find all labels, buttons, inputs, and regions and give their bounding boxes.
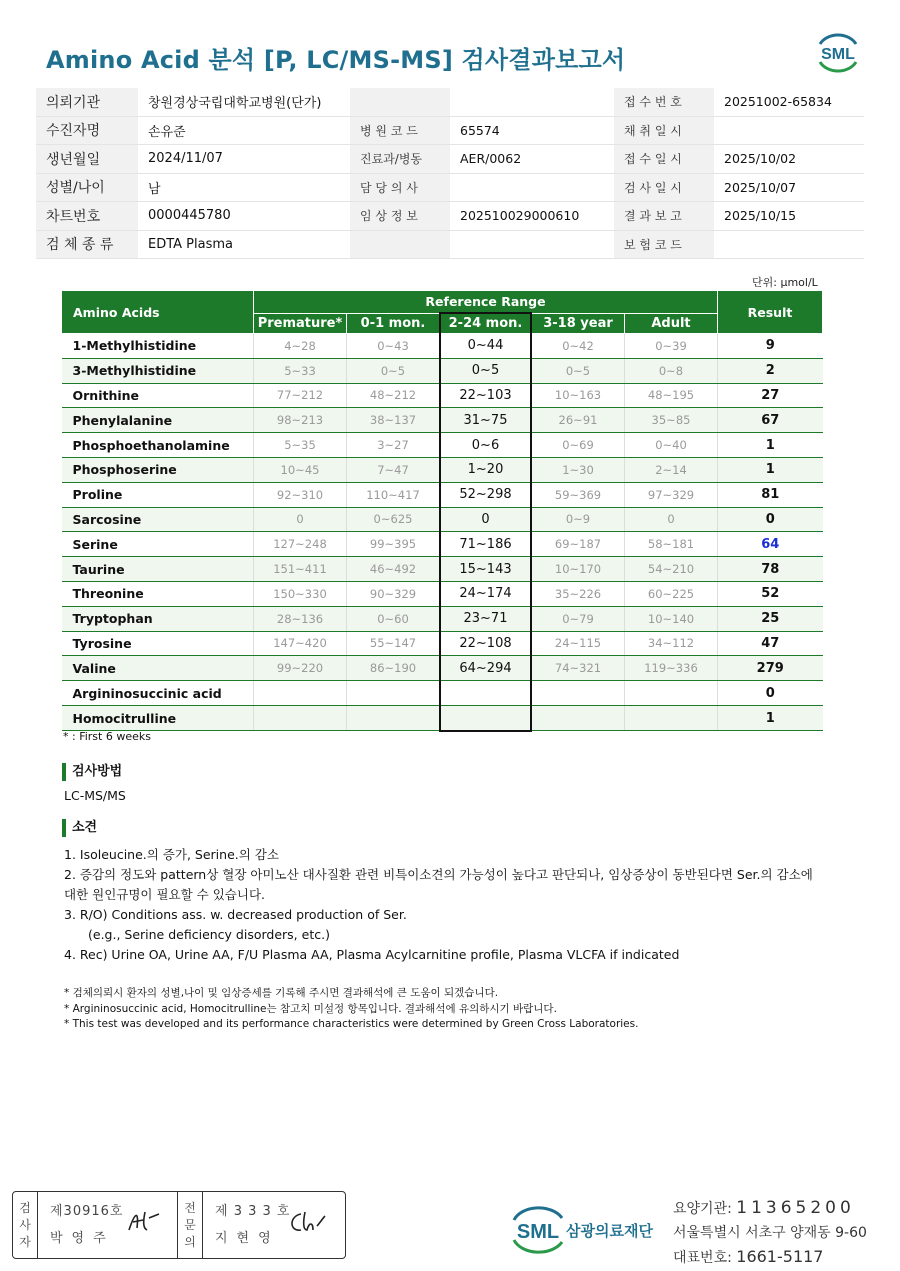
ref-col-header: Premature* [254,313,347,334]
col-header-amino-acids: Amino Acids [62,291,254,334]
result-value: 0 [718,681,823,706]
reference-range-cell [440,681,531,706]
reference-range-cell: 1~20 [440,457,531,482]
ref-col-header: 3-18 year [531,313,625,334]
reference-range-cell: 0~39 [625,334,718,359]
amino-acid-name: Homocitrulline [62,705,254,730]
specialist-cell [203,1192,343,1258]
info-row [36,173,864,202]
amino-acid-name: Phosphoethanolamine [62,433,254,458]
info-value [450,173,614,202]
reference-range-cell: 28~136 [254,606,347,631]
reference-range-cell: 151~411 [254,557,347,582]
findings-heading: 소견 [62,819,97,837]
finding-line: 4. Rec) Urine OA, Urine AA, F/U Plasma AA, Plasma Acylcarnitine profile, Plasma VLCFA if indicated [64,947,680,962]
amino-acid-name: Threonine [62,581,254,606]
result-value: 27 [718,383,823,408]
specialist-name: 지현영 [215,1231,280,1246]
institution-code: 11365200 [736,1198,855,1218]
reference-range-cell: 23~71 [440,606,531,631]
reference-range-cell: 147~420 [254,631,347,656]
signature-box [12,1191,346,1259]
reference-range-cell: 5~35 [254,433,347,458]
reference-range-cell: 1~30 [531,457,625,482]
reference-range-cell: 34~112 [625,631,718,656]
phone-label: 대표번호: [673,1250,737,1266]
info-value: 2025/10/15 [714,202,864,231]
reference-range-cell: 52~298 [440,482,531,507]
reference-range-cell: 10~140 [625,606,718,631]
reference-range-cell: 97~329 [625,482,718,507]
info-value: EDTA Plasma [138,230,350,259]
info-value: 0000445780 [138,202,350,231]
ref-col-header: 0-1 mon. [347,313,441,334]
specialist-label: 전 문 의 [178,1192,203,1258]
reference-range-cell: 38~137 [347,408,441,433]
amino-acid-name: Sarcosine [62,507,254,532]
finding-line: 3. R/O) Conditions ass. w. decreased production of Ser. [64,907,407,922]
info-label: 담 당 의 사 [350,173,450,202]
reference-range-cell: 15~143 [440,557,531,582]
reference-range-cell: 69~187 [531,532,625,557]
reference-range-cell: 35~226 [531,581,625,606]
result-value: 25 [718,606,823,631]
reference-range-cell: 10~170 [531,557,625,582]
result-value: 67 [718,408,823,433]
info-value: AER/0062 [450,145,614,174]
info-value: 2025/10/02 [714,145,864,174]
phone-number: 1661-5117 [736,1247,824,1266]
info-value: 202510029000610 [450,202,614,231]
table-row [62,606,823,631]
table-row [62,681,823,706]
tester-license: 제30916호 [50,1204,124,1219]
table-row [62,656,823,681]
reference-range-cell: 10~163 [531,383,625,408]
table-row [62,433,823,458]
info-label: 진료과/병동 [350,145,450,174]
reference-range-cell: 0~8 [625,358,718,383]
amino-acid-name: Valine [62,656,254,681]
reference-range-cell: 10~45 [254,457,347,482]
table-row [62,358,823,383]
info-value [450,88,614,116]
reference-range-cell: 24~174 [440,581,531,606]
amino-acid-name: Ornithine [62,383,254,408]
info-value: 손유준 [138,116,350,145]
reference-range-cell: 0~79 [531,606,625,631]
info-value [714,116,864,145]
reference-range-cell [531,705,625,730]
reference-range-cell [347,705,441,730]
reference-range-cell [625,681,718,706]
reference-range-cell: 0 [440,507,531,532]
method-text: LC-MS/MS [64,788,126,803]
tester-name: 박영주 [50,1231,115,1246]
table-row [62,507,823,532]
reference-range-cell: 35~85 [625,408,718,433]
reference-range-cell [625,705,718,730]
amino-acid-name: Taurine [62,557,254,582]
reference-range-cell: 127~248 [254,532,347,557]
reference-range-cell: 150~330 [254,581,347,606]
reference-range-cell: 0~43 [347,334,441,359]
info-row [36,202,864,231]
unit-label: 단위: μmol/L [752,276,818,289]
info-label: 병 원 코 드 [350,116,450,145]
amino-acid-name: Phenylalanine [62,408,254,433]
findings-list [64,845,824,965]
info-label: 검 체 종 류 [36,230,138,259]
table-row [62,408,823,433]
amino-acid-name: 3-Methylhistidine [62,358,254,383]
reference-range-cell: 0~5 [347,358,441,383]
info-value [450,230,614,259]
foundation-info [673,1196,867,1270]
info-value: 2024/11/07 [138,145,350,174]
reference-range-cell: 0 [625,507,718,532]
reference-range-cell: 26~91 [531,408,625,433]
amino-acid-name: Tryptophan [62,606,254,631]
finding-line: (e.g., Serine deficiency disorders, etc.) [88,927,330,942]
reference-range-cell: 0~5 [531,358,625,383]
info-label: 검 사 일 시 [614,173,714,202]
amino-acid-name: Serine [62,532,254,557]
note-line: * This test was developed and its performance characteristics were determined by Green Cross Laboratories. [64,1018,639,1030]
reference-range-cell: 59~369 [531,482,625,507]
reference-range-cell: 58~181 [625,532,718,557]
ref-col-header: 2-24 mon. [440,313,531,334]
specialist-signature-icon [287,1208,327,1236]
amino-acid-name: Proline [62,482,254,507]
reference-range-cell: 46~492 [347,557,441,582]
note-line: * Argininosuccinic acid, Homocitrulline는 참고치 미설정 항목입니다. 결과해석에 유의하시기 바랍니다. [64,1002,557,1015]
logo-text: SML [821,46,855,63]
reference-range-cell: 0~9 [531,507,625,532]
info-value: 20251002-65834 [714,88,864,116]
info-label: 수진자명 [36,116,138,145]
reference-range-cell: 22~103 [440,383,531,408]
reference-range-cell: 99~220 [254,656,347,681]
reference-range-cell: 2~14 [625,457,718,482]
reference-range-cell: 77~212 [254,383,347,408]
info-row [36,116,864,145]
result-value: 2 [718,358,823,383]
reference-range-cell: 92~310 [254,482,347,507]
result-value: 1 [718,457,823,482]
info-label [350,88,450,116]
report-title: Amino Acid 분석 [P, LC/MS-MS] 검사결과보고서 [46,46,626,74]
info-row [36,145,864,174]
reference-range-cell: 0~44 [440,334,531,359]
finding-line: 대한 원인규명이 필요할 수 있습니다. [64,887,265,902]
amino-acid-name: Argininosuccinic acid [62,681,254,706]
info-value: 남 [138,173,350,202]
footnote-premature: * : First 6 weeks [63,730,151,743]
table-row [62,557,823,582]
reference-range-cell: 64~294 [440,656,531,681]
info-label: 임 상 정 보 [350,202,450,231]
result-value: 81 [718,482,823,507]
info-label: 결 과 보 고 [614,202,714,231]
foundation-name: 삼광의료재단 [566,1222,653,1240]
patient-info-table [36,88,864,259]
amino-acid-table [61,290,823,732]
reference-range-cell: 98~213 [254,408,347,433]
reference-range-cell: 0~60 [347,606,441,631]
reference-range-cell [440,705,531,730]
table-row [62,482,823,507]
amino-acid-name: Tyrosine [62,631,254,656]
reference-range-cell: 0~40 [625,433,718,458]
reference-range-cell: 0~5 [440,358,531,383]
result-value: 1 [718,433,823,458]
reference-range-cell [254,681,347,706]
table-row [62,457,823,482]
table-row [62,532,823,557]
table-row [62,334,823,359]
reference-range-cell [254,705,347,730]
result-value: 52 [718,581,823,606]
reference-range-cell: 60~225 [625,581,718,606]
info-row [36,88,864,116]
amino-acid-name: Phosphoserine [62,457,254,482]
reference-range-cell: 0~69 [531,433,625,458]
reference-range-cell: 119~336 [625,656,718,681]
sml-logo [812,30,864,76]
reference-range-cell: 54~210 [625,557,718,582]
reference-range-cell: 0~6 [440,433,531,458]
result-value: 78 [718,557,823,582]
reference-range-cell: 74~321 [531,656,625,681]
info-value: 창원경상국립대학교병원(단가) [138,88,350,116]
notes-list [64,986,638,1033]
reference-range-cell: 90~329 [347,581,441,606]
reference-range-cell: 0 [254,507,347,532]
info-label: 생년월일 [36,145,138,174]
svg-text:SML: SML [516,1221,560,1243]
info-label: 성별/나이 [36,173,138,202]
method-heading: 검사방법 [62,763,122,781]
reference-range-cell: 86~190 [347,656,441,681]
reference-range-cell: 5~33 [254,358,347,383]
reference-range-cell: 22~108 [440,631,531,656]
tester-signature-icon [125,1208,161,1236]
result-value: 9 [718,334,823,359]
amino-acid-name: 1-Methylhistidine [62,334,254,359]
note-line: * 검체의뢰시 환자의 성별,나이 및 임상증세를 기록해 주시면 결과해석에 큰 도움이 되겠습니다. [64,987,499,999]
specialist-license: 제 3 3 3 호 [215,1204,291,1219]
result-value: 279 [718,656,823,681]
info-label: 보 험 코 드 [614,230,714,259]
reference-range-cell: 0~42 [531,334,625,359]
info-label: 차트번호 [36,202,138,231]
reference-range-cell: 31~75 [440,408,531,433]
reference-range-cell [347,681,441,706]
result-value: 0 [718,507,823,532]
reference-range-cell: 48~195 [625,383,718,408]
reference-range-cell: 55~147 [347,631,441,656]
ref-col-header: Adult [625,313,718,334]
info-label [350,230,450,259]
info-label: 채 취 일 시 [614,116,714,145]
result-value: 1 [718,705,823,730]
info-label: 접 수 일 시 [614,145,714,174]
reference-range-cell: 4~28 [254,334,347,359]
col-header-reference-range: Reference Range [254,291,718,314]
tester-cell [38,1192,178,1258]
info-value [714,230,864,259]
info-value: 65574 [450,116,614,145]
reference-range-cell [531,681,625,706]
reference-range-cell: 24~115 [531,631,625,656]
institution-code-label: 요양기관: [673,1201,737,1217]
info-row [36,230,864,259]
info-label: 접 수 번 호 [614,88,714,116]
info-label: 의뢰기관 [36,88,138,116]
reference-range-cell: 48~212 [347,383,441,408]
result-value: 64 [718,532,823,557]
table-row [62,705,823,730]
reference-range-cell: 7~47 [347,457,441,482]
foundation-address: 서울특별시 서초구 양재동 9-60 [673,1225,867,1241]
info-value: 2025/10/07 [714,173,864,202]
table-row [62,631,823,656]
tester-label: 검 사 자 [13,1192,38,1258]
foundation-logo [510,1200,662,1258]
finding-line: 2. 증감의 정도와 pattern상 혈장 아미노산 대사질환 관련 비특이소견의 가능성이 높다고 판단되나, 임상증상이 동반된다면 Ser.의 감소에 [64,867,813,882]
col-header-result: Result [718,291,823,334]
table-row [62,383,823,408]
finding-line: 1. Isoleucine.의 증가, Serine.의 감소 [64,847,279,862]
reference-range-cell: 110~417 [347,482,441,507]
table-row [62,581,823,606]
reference-range-cell: 0~625 [347,507,441,532]
reference-range-cell: 71~186 [440,532,531,557]
reference-range-cell: 3~27 [347,433,441,458]
reference-range-cell: 99~395 [347,532,441,557]
result-value: 47 [718,631,823,656]
